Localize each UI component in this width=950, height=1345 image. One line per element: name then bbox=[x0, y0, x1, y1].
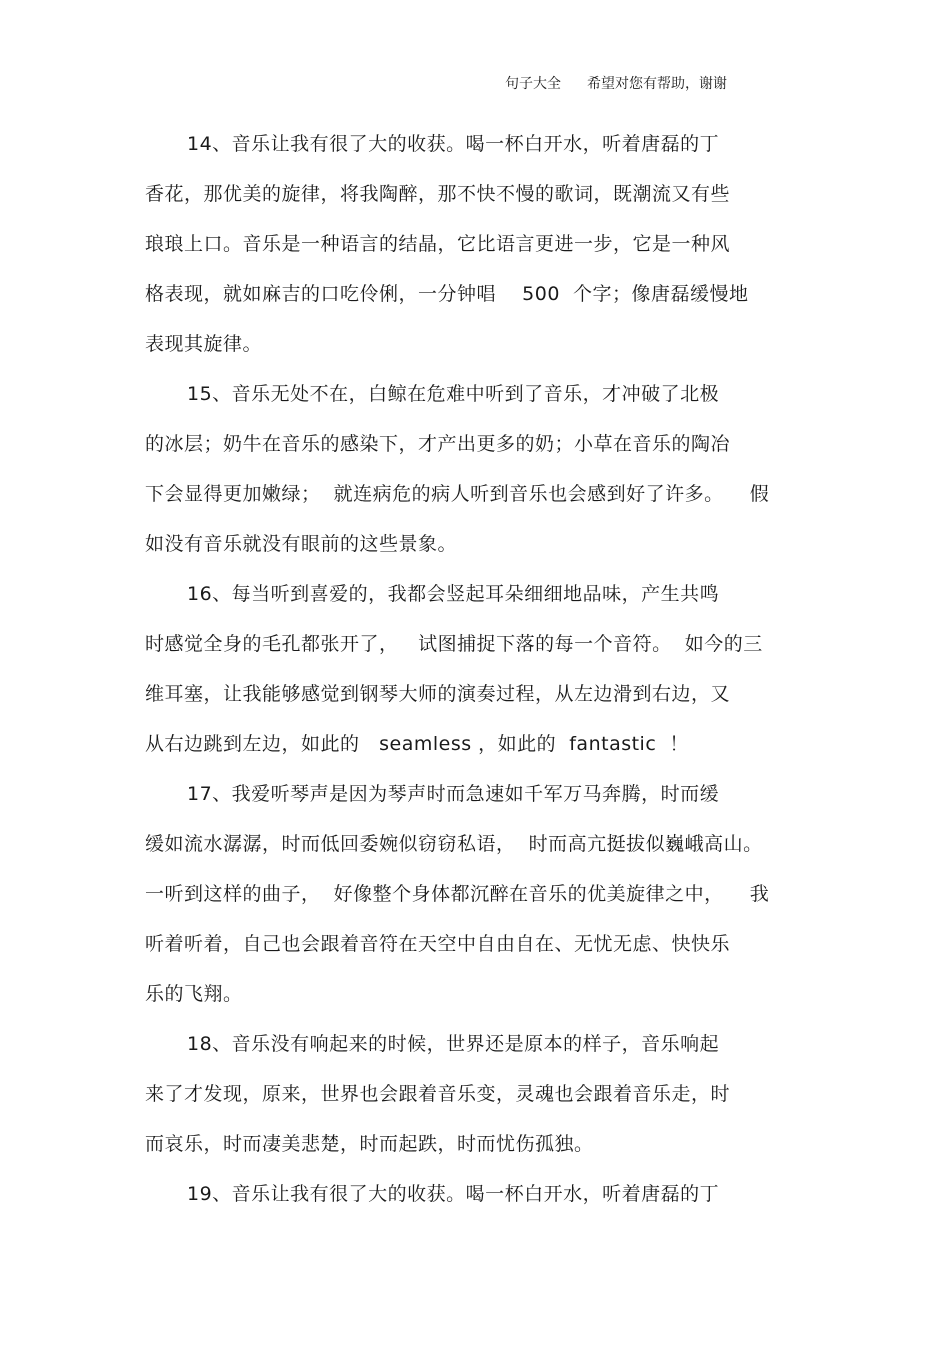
paragraph-17-line-1: 17、我爱听琴声是因为琴声时而急速如千军万马奔腾，时而缓 bbox=[187, 783, 720, 805]
paragraph-16-line-3: 维耳塞，让我能够感觉到钢琴大师的演奏过程，从左边滑到右边，又 bbox=[145, 683, 731, 705]
paragraph-14-line-1: 14、音乐让我有很了大的收获。喝一杯白开水，听着唐磊的丁 bbox=[187, 133, 720, 155]
paragraph-17-line-5: 乐的飞翔。 bbox=[145, 983, 243, 1005]
paragraph-17-line-2: 缓如流水潺潺，时而低回委婉似窃窃私语， 时而高亢挺拔似巍峨高山。 bbox=[145, 833, 763, 855]
header-left-text: 句子大全 bbox=[505, 76, 561, 92]
paragraph-14-line-2: 香花，那优美的旋律，将我陶醉，那不快不慢的歌词，既潮流又有些 bbox=[145, 183, 731, 205]
paragraph-15-line-1: 15、音乐无处不在，白鲸在危难中听到了音乐，才冲破了北极 bbox=[187, 383, 720, 405]
page-header bbox=[505, 74, 727, 94]
paragraph-15-line-3: 下会显得更加嫩绿； 就连病危的病人听到音乐也会感到好了许多。 假 bbox=[145, 483, 770, 505]
paragraph-19-line-1: 19、音乐让我有很了大的收获。喝一杯白开水，听着唐磊的丁 bbox=[187, 1183, 720, 1205]
paragraph-17-line-4: 听着听着，自己也会跟着音符在天空中自由自在、无忧无虑、快快乐 bbox=[145, 933, 731, 955]
paragraph-14-line-3: 琅琅上口。音乐是一种语言的结晶，它比语言更进一步，它是一种风 bbox=[145, 233, 731, 255]
paragraph-18-line-2: 来了才发现，原来，世界也会跟着音乐变，灵魂也会跟着音乐走，时 bbox=[145, 1083, 731, 1105]
paragraph-15-line-4: 如没有音乐就没有眼前的这些景象。 bbox=[145, 533, 458, 555]
header-right-text: 希望对您有帮助，谢谢 bbox=[587, 76, 727, 92]
paragraph-16-line-1: 16、每当听到喜爱的，我都会竖起耳朵细细地品味，产生共鸣 bbox=[187, 583, 720, 605]
paragraph-15-line-2: 的冰层；奶牛在音乐的感染下，才产出更多的奶；小草在音乐的陶冶 bbox=[145, 433, 731, 455]
paragraph-16-line-4: 从右边跳到左边，如此的 seamless ，如此的 fantastic ！ bbox=[145, 733, 689, 755]
paragraph-14-line-4: 格表现，就如麻吉的口吃伶俐，一分钟唱 500 个字；像唐磊缓慢地 bbox=[145, 283, 749, 305]
paragraph-16-line-2: 时感觉全身的毛孔都张开了， 试图捕捉下落的每一个音符。 如今的三 bbox=[145, 633, 763, 655]
paragraph-18-line-3: 而哀乐，时而凄美悲楚，时而起跌，时而忧伤孤独。 bbox=[145, 1133, 594, 1155]
paragraph-14-line-5: 表现其旋律。 bbox=[145, 333, 263, 355]
paragraph-17-line-3: 一听到这样的曲子， 好像整个身体都沉醉在音乐的优美旋律之中， 我 bbox=[145, 883, 770, 905]
paragraph-18-line-1: 18、音乐没有响起来的时候，世界还是原本的样子，音乐响起 bbox=[187, 1033, 720, 1055]
